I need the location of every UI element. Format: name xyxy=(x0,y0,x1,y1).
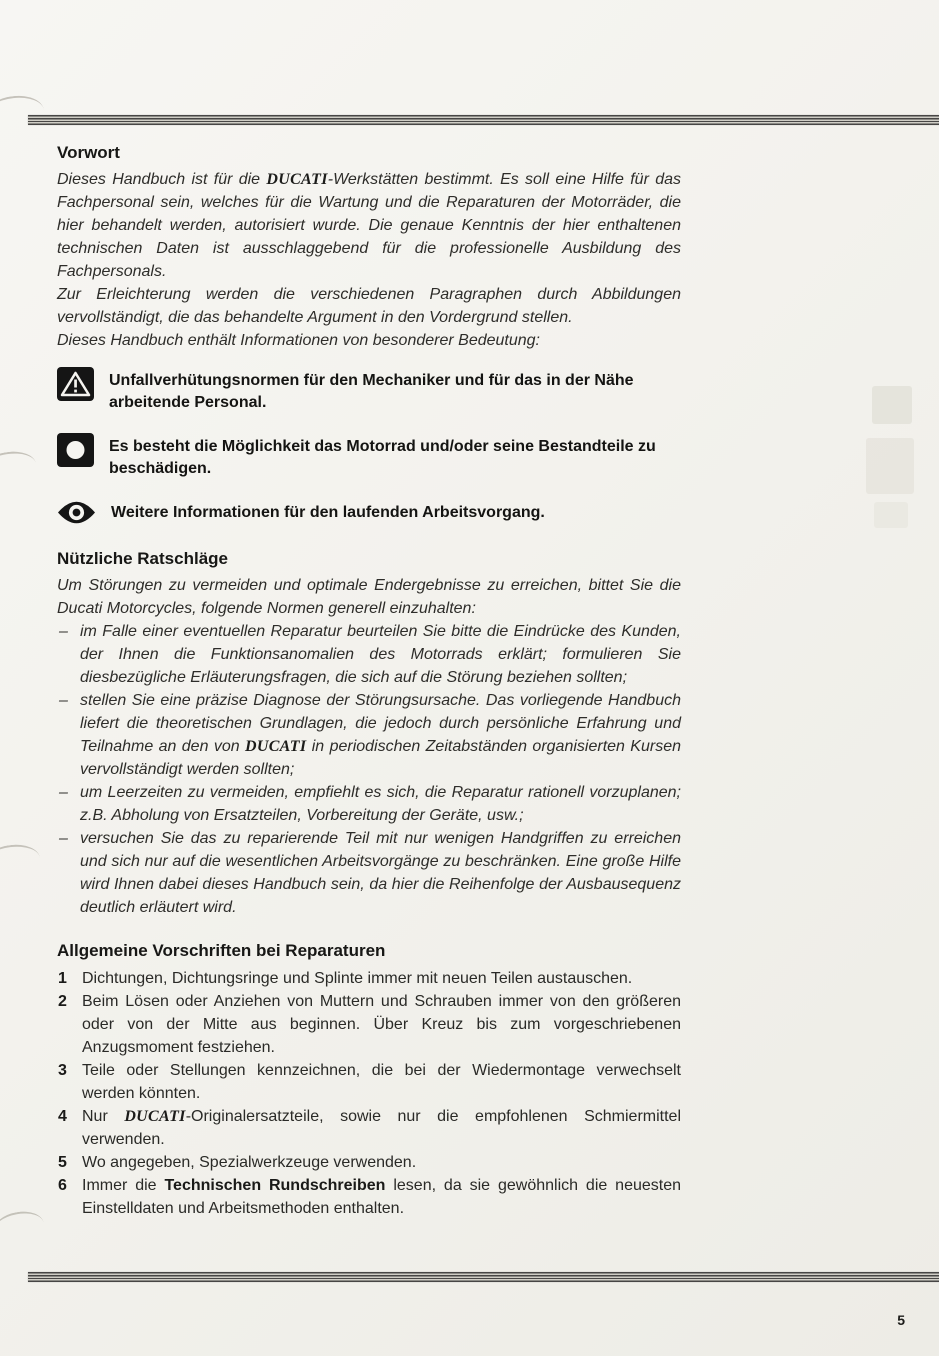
page-number: 5 xyxy=(897,1312,905,1328)
rule-item-text: Nur DUCATI-Originalersatzteile, sowie nur die empfohlenen Schmiermittel verwenden. xyxy=(82,1108,682,1148)
section-title-rules: Allgemeine Vorschriften bei Reparaturen xyxy=(57,941,386,960)
rule-item-text: Beim Lösen oder Anziehen von Muttern und Schrauben immer von den größeren oder von der Mitte aus beginnen. Über Kreuz bis zum vorgeschriebenen Anzugsmoment festziehen. xyxy=(82,993,681,1056)
rule-number: 6 xyxy=(58,1177,67,1194)
advice-list-item xyxy=(57,689,681,781)
scan-ghost xyxy=(866,438,914,494)
accident-warning-icon xyxy=(57,367,94,401)
rule-number: 5 xyxy=(58,1154,67,1171)
rule-number: 1 xyxy=(58,970,67,987)
notice-text: Weitere Informationen für den laufenden Arbeitsvorgang. xyxy=(111,503,545,521)
rule-number: 2 xyxy=(58,993,67,1010)
notices-block xyxy=(57,367,681,526)
dash-marker: – xyxy=(59,623,68,640)
advice-list-item xyxy=(57,827,681,919)
advice-list-item xyxy=(57,781,681,827)
advice-item-text: stellen Sie eine präzise Diagnose der Störungsursache. Das vorliegende Handbuch liefert die theoretischen Grundlagen, die jedoch durch persönliche Erfahrung und Teilnahme an den von DUCATI in periodischen Zeitabständen organisierten Kursen vervollständigt werden sollten; xyxy=(80,692,681,778)
dash-marker: – xyxy=(59,830,68,847)
scan-curve-mark xyxy=(0,1208,46,1246)
advice-item-text: versuchen Sie das zu reparierende Teil mit nur wenigen Handgriffen zu erreichen und sich nur auf die wesentlichen Arbeitsvorgänge zu beschränken. Eine große Hilfe wird Ihnen dabei dieses Handbuch sein, da hier die Reihenfolge der Ausbausequenz deutlich erläutert wird. xyxy=(80,830,681,916)
page-content xyxy=(57,143,681,1220)
rule-item-text: Teile oder Stellungen kennzeichnen, die bei der Wiedermontage verwechselt werden könnten. xyxy=(82,1062,681,1102)
damage-notice xyxy=(57,433,681,480)
rule-list-item xyxy=(57,967,681,990)
advice-item-text: im Falle einer eventuellen Reparatur beurteilen Sie bitte die Eindrücke des Kunden, der Ihnen die Funktionsanomalien des Motorrads erklärt; formulieren Sie diesbezügliche Erläuterungsfragen, die sich auf die Störung beziehen sollten; xyxy=(80,623,681,686)
section-title-advice: Nützliche Ratschläge xyxy=(57,549,228,568)
scan-curve-mark xyxy=(0,842,42,881)
dash-marker: – xyxy=(59,784,68,801)
rule-number: 3 xyxy=(58,1062,67,1079)
scan-curve-mark xyxy=(0,448,38,485)
rule-list-item xyxy=(57,1174,681,1220)
info-notice xyxy=(57,499,681,526)
notice-text: Es besteht die Möglichkeit das Motorrad und/oder seine Bestandteile zu beschädigen. xyxy=(109,438,656,477)
rule-list-item xyxy=(57,990,681,1059)
damage-warning-icon xyxy=(57,433,94,467)
info-eye-icon xyxy=(57,499,96,526)
rule-item-text: Wo angegeben, Spezialwerkzeuge verwenden. xyxy=(82,1154,417,1171)
vorwort-paragraph: Dieses Handbuch enthält Informationen von besonderer Bedeutung: xyxy=(57,332,540,349)
vorwort-paragraph: Zur Erleichterung werden die verschiedenen Paragraphen durch Abbildungen vervollständigt, die das behandelte Argument in den Vordergrund stellen. xyxy=(57,286,681,326)
advice-list-item xyxy=(57,620,681,689)
rule-number: 4 xyxy=(58,1108,67,1125)
notice-text: Unfallverhütungsnormen für den Mechaniker und für das in der Nähe arbeitende Personal. xyxy=(109,372,634,411)
rule-list-item xyxy=(57,1059,681,1105)
scan-curve-mark xyxy=(0,93,46,133)
safety-notice xyxy=(57,367,681,414)
top-divider-rule xyxy=(28,115,939,125)
scan-ghost xyxy=(874,502,908,528)
vorwort-paragraph: Dieses Handbuch ist für die DUCATI-Werkstätten bestimmt. Es soll eine Hilfe für das Fachpersonal sein, welches für die Wartung und die Reparaturen der Motorräder, die hier behandelt werden, autorisiert wurde. Die genaue Kenntnis der hier enthaltenen technischen Daten ist ausschlaggebend für die professionelle Ausbildung des Fachpersonals. xyxy=(57,171,681,280)
scan-ghost xyxy=(872,386,912,424)
section-title-vorwort: Vorwort xyxy=(57,143,120,162)
advice-item-text: um Leerzeiten zu vermeiden, empfiehlt es sich, die Reparatur rationell vorzuplanen; z.B. Abholung von Ersatzteilen, Vorbereitung der Geräte, usw.; xyxy=(80,784,681,824)
rule-list-item xyxy=(57,1105,681,1151)
rule-item-text: Immer die Technischen Rundschreiben lesen, da sie gewöhnlich die neuesten Einstelldaten und Arbeitsmethoden enthalten. xyxy=(82,1177,682,1217)
advice-intro: Um Störungen zu vermeiden und optimale Endergebnisse zu erreichen, bittet Sie die Ducati Motorcycles, folgende Normen generell einzuhalten: xyxy=(57,577,681,617)
rule-list-item xyxy=(57,1151,681,1174)
dash-marker: – xyxy=(59,692,68,709)
rule-item-text: Dichtungen, Dichtungsringe und Splinte immer mit neuen Teilen austauschen. xyxy=(82,970,633,987)
bottom-divider-rule xyxy=(28,1272,939,1282)
